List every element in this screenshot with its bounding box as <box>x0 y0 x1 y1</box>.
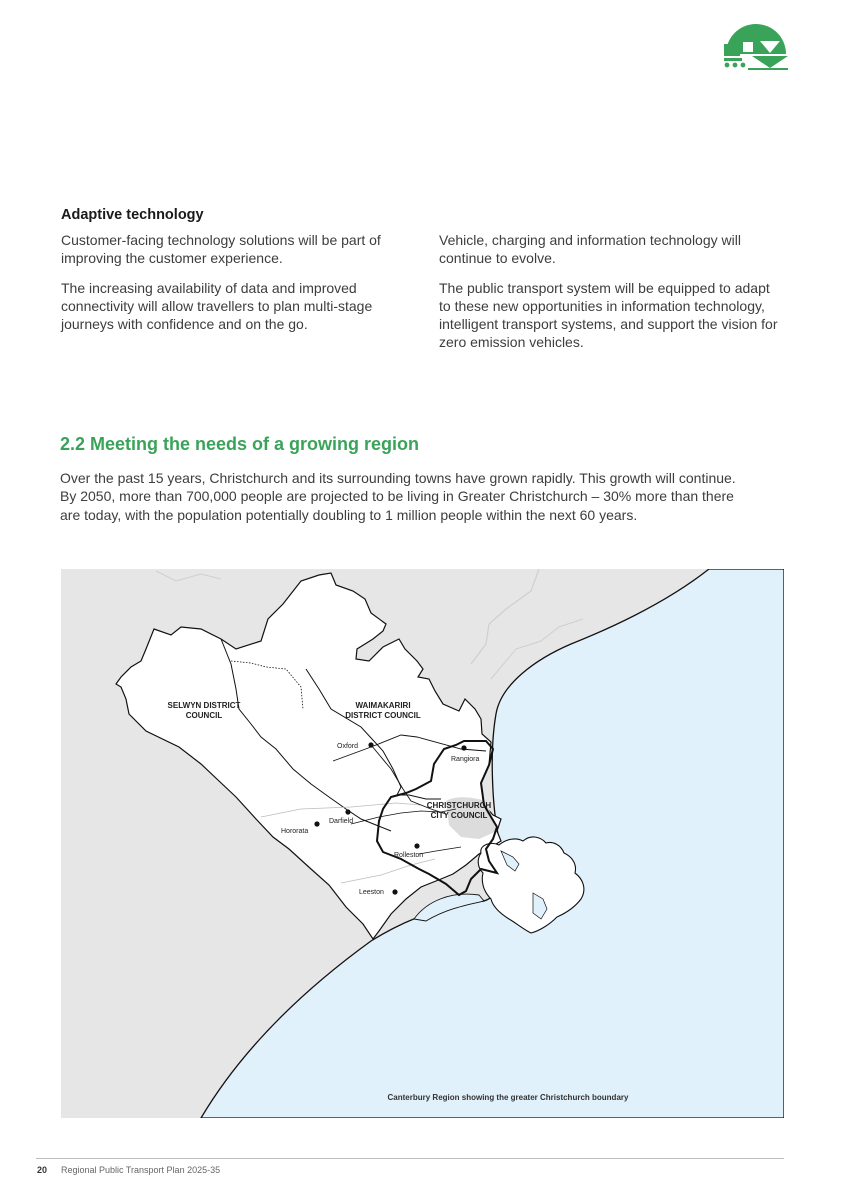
town-marker <box>314 821 319 826</box>
town-label-rolleston: Rolleston <box>394 852 424 859</box>
canterbury-map <box>61 569 784 1118</box>
town-label-hororata: Hororata <box>281 828 309 835</box>
footer-title: Regional Public Transport Plan 2025-35 <box>61 1165 221 1175</box>
adaptive-left-column <box>61 231 401 345</box>
waimakariri-council-label: DISTRICT COUNCIL <box>345 711 421 720</box>
selwyn-council-label: SELWYN DISTRICT <box>167 701 241 710</box>
town-label-oxford: Oxford <box>337 743 359 750</box>
christchurch-council-label: CHRISTCHURCH <box>426 801 492 810</box>
town-marker <box>345 809 350 814</box>
paragraph: The increasing availability of data and improved connectivity will allow travellers to plan multi-stage journeys with confidence and on the go. <box>61 280 373 332</box>
map-caption: Canterbury Region showing the greater Christchurch boundary <box>387 1093 629 1102</box>
town-marker <box>392 889 397 894</box>
town-label-rangiora: Rangiora <box>451 756 480 763</box>
adaptive-right-column <box>439 231 784 363</box>
paragraph: Customer-facing technology solutions will be part of improving the customer experience. <box>61 232 381 266</box>
section-heading: 2.2 Meeting the needs of a growing region <box>60 434 420 454</box>
town-marker <box>461 745 466 750</box>
footer-divider <box>36 1158 784 1159</box>
town-marker <box>414 843 419 848</box>
adaptive-technology-heading: Adaptive technology <box>61 207 204 223</box>
section-intro: Over the past 15 years, Christchurch and its surrounding towns have grown rapidly. This growth will continue. By 2050, more than 700,000 people are projected to be living in Greater Christchurch – 30% more than there are today, with the population potentially doubling to 1 million people within the next 60 years. <box>60 470 736 523</box>
town-label-leeston: Leeston <box>359 889 384 896</box>
paragraph: Vehicle, charging and information technology will continue to evolve. <box>439 232 741 266</box>
transport-logo-icon <box>720 24 790 70</box>
selwyn-council-label: COUNCIL <box>185 711 223 720</box>
page-number: 20 <box>37 1165 48 1175</box>
paragraph: The public transport system will be equipped to adapt to these new opportunities in information technology, intelligent transport systems, and support the vision for zero emission vehicles. <box>439 280 778 350</box>
town-label-darfield: Darfield <box>329 818 354 825</box>
town-marker <box>368 742 373 747</box>
christchurch-council-label: CITY COUNCIL <box>430 811 488 820</box>
waimakariri-council-label: WAIMAKARIRI <box>355 701 411 710</box>
